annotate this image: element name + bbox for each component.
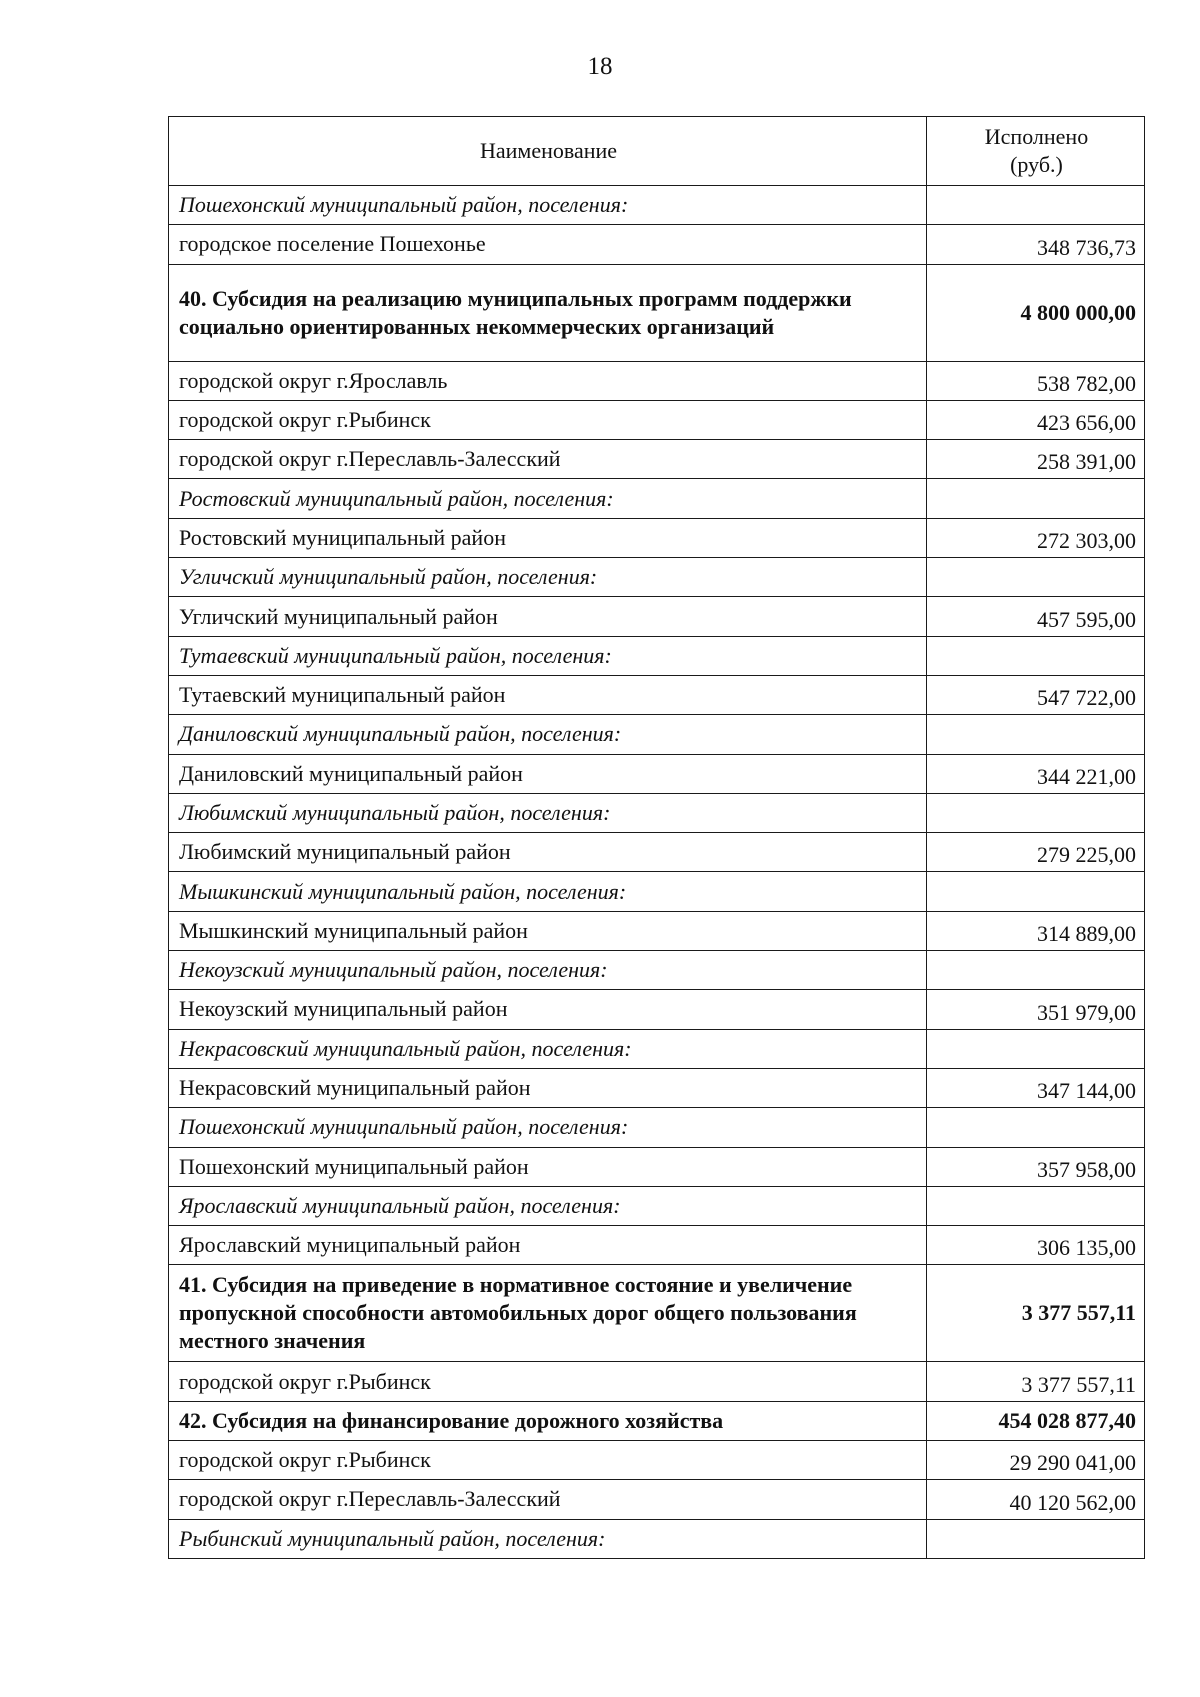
amount-cell: [927, 1186, 1145, 1225]
district-subheading: Некрасовский муниципальный район, поселения:: [169, 1029, 927, 1068]
amount-cell: [927, 479, 1145, 518]
amount-cell: 314 889,00: [927, 911, 1145, 950]
amount-cell: 357 958,00: [927, 1147, 1145, 1186]
table-row: [169, 518, 1145, 557]
table-row: [169, 1226, 1145, 1265]
district-subheading: Угличский муниципальный район, поселения:: [169, 558, 927, 597]
recipient-name: городское поселение Пошехонье: [169, 225, 927, 264]
district-subheading: Ярославский муниципальный район, поселения:: [169, 1186, 927, 1225]
district-subheading: Тутаевский муниципальный район, поселения:: [169, 636, 927, 675]
section-total-amount: 4 800 000,00: [927, 264, 1145, 361]
district-subheading-row: [169, 479, 1145, 518]
table-row: [169, 990, 1145, 1029]
recipient-name: Пошехонский муниципальный район: [169, 1147, 927, 1186]
page-number: 18: [587, 53, 613, 80]
section-row: [169, 1401, 1145, 1440]
district-subheading: Пошехонский муниципальный район, поселения:: [169, 1108, 927, 1147]
amount-cell: 347 144,00: [927, 1068, 1145, 1107]
section-row: [169, 1265, 1145, 1362]
section-title: 40. Субсидия на реализацию муниципальных программ поддержки социально ориентированных некоммерческих организаций: [169, 264, 927, 361]
recipient-name: Даниловский муниципальный район: [169, 754, 927, 793]
table-row: [169, 225, 1145, 264]
amount-cell: [927, 1519, 1145, 1558]
recipient-name: городской округ г.Переславль-Залесский: [169, 440, 927, 479]
amount-cell: 306 135,00: [927, 1226, 1145, 1265]
district-subheading: Некоузский муниципальный район, поселения:: [169, 951, 927, 990]
section-total-amount: 3 377 557,11: [927, 1265, 1145, 1362]
amount-cell: [927, 1108, 1145, 1147]
section-title: 42. Субсидия на финансирование дорожного хозяйства: [169, 1401, 927, 1440]
table-row: [169, 400, 1145, 439]
district-subheading: Любимский муниципальный район, поселения:: [169, 793, 927, 832]
recipient-name: Ярославский муниципальный район: [169, 1226, 927, 1265]
amount-cell: [927, 793, 1145, 832]
amount-cell: [927, 186, 1145, 225]
table-body: [169, 186, 1145, 1559]
budget-execution-table: [168, 116, 1145, 1559]
header-name: Наименование: [169, 117, 927, 186]
amount-cell: 351 979,00: [927, 990, 1145, 1029]
recipient-name: городской округ г.Рыбинск: [169, 400, 927, 439]
amount-cell: [927, 1029, 1145, 1068]
recipient-name: Ростовский муниципальный район: [169, 518, 927, 557]
amount-cell: 348 736,73: [927, 225, 1145, 264]
district-subheading: Мышкинский муниципальный район, поселения:: [169, 872, 927, 911]
table-row: [169, 1480, 1145, 1519]
recipient-name: городской округ г.Рыбинск: [169, 1441, 927, 1480]
amount-cell: [927, 951, 1145, 990]
recipient-name: Любимский муниципальный район: [169, 833, 927, 872]
header-amount-label: Исполнено (руб.): [984, 124, 1089, 177]
amount-cell: 272 303,00: [927, 518, 1145, 557]
district-subheading: Даниловский муниципальный район, поселения:: [169, 715, 927, 754]
table-row: [169, 1362, 1145, 1401]
recipient-name: городской округ г.Переславль-Залесский: [169, 1480, 927, 1519]
amount-cell: [927, 636, 1145, 675]
header-amount: [927, 117, 1145, 186]
district-subheading-row: [169, 715, 1145, 754]
recipient-name: Угличский муниципальный район: [169, 597, 927, 636]
table-row: [169, 675, 1145, 714]
district-subheading-row: [169, 951, 1145, 990]
amount-cell: 3 377 557,11: [927, 1362, 1145, 1401]
recipient-name: городской округ г.Рыбинск: [169, 1362, 927, 1401]
district-subheading-row: [169, 793, 1145, 832]
amount-cell: 258 391,00: [927, 440, 1145, 479]
recipient-name: Тутаевский муниципальный район: [169, 675, 927, 714]
table-row: [169, 361, 1145, 400]
district-subheading-row: [169, 636, 1145, 675]
district-subheading-row: [169, 558, 1145, 597]
amount-cell: 40 120 562,00: [927, 1480, 1145, 1519]
district-subheading-row: [169, 1029, 1145, 1068]
amount-cell: [927, 558, 1145, 597]
recipient-name: Мышкинский муниципальный район: [169, 911, 927, 950]
district-subheading: Пошехонский муниципальный район, поселения:: [169, 186, 927, 225]
recipient-name: Некоузский муниципальный район: [169, 990, 927, 1029]
section-row: [169, 264, 1145, 361]
district-subheading: Ростовский муниципальный район, поселения:: [169, 479, 927, 518]
amount-cell: 547 722,00: [927, 675, 1145, 714]
amount-cell: 344 221,00: [927, 754, 1145, 793]
amount-cell: 279 225,00: [927, 833, 1145, 872]
district-subheading-row: [169, 1186, 1145, 1225]
table-row: [169, 440, 1145, 479]
table-row: [169, 1147, 1145, 1186]
amount-cell: [927, 872, 1145, 911]
table-row: [169, 1068, 1145, 1107]
table-row: [169, 911, 1145, 950]
district-subheading-row: [169, 872, 1145, 911]
amount-cell: [927, 715, 1145, 754]
amount-cell: 423 656,00: [927, 400, 1145, 439]
section-total-amount: 454 028 877,40: [927, 1401, 1145, 1440]
amount-cell: 29 290 041,00: [927, 1441, 1145, 1480]
table-row: [169, 1441, 1145, 1480]
recipient-name: Некрасовский муниципальный район: [169, 1068, 927, 1107]
section-title: 41. Субсидия на приведение в нормативное состояние и увеличение пропускной способности автомобильных дорог общего пользования местного значения: [169, 1265, 927, 1362]
amount-cell: 457 595,00: [927, 597, 1145, 636]
table-row: [169, 833, 1145, 872]
district-subheading-row: [169, 186, 1145, 225]
district-subheading: Рыбинский муниципальный район, поселения:: [169, 1519, 927, 1558]
district-subheading-row: [169, 1519, 1145, 1558]
table-row: [169, 597, 1145, 636]
table-row: [169, 754, 1145, 793]
district-subheading-row: [169, 1108, 1145, 1147]
recipient-name: городской округ г.Ярославль: [169, 361, 927, 400]
amount-cell: 538 782,00: [927, 361, 1145, 400]
table-header-row: [169, 117, 1145, 186]
